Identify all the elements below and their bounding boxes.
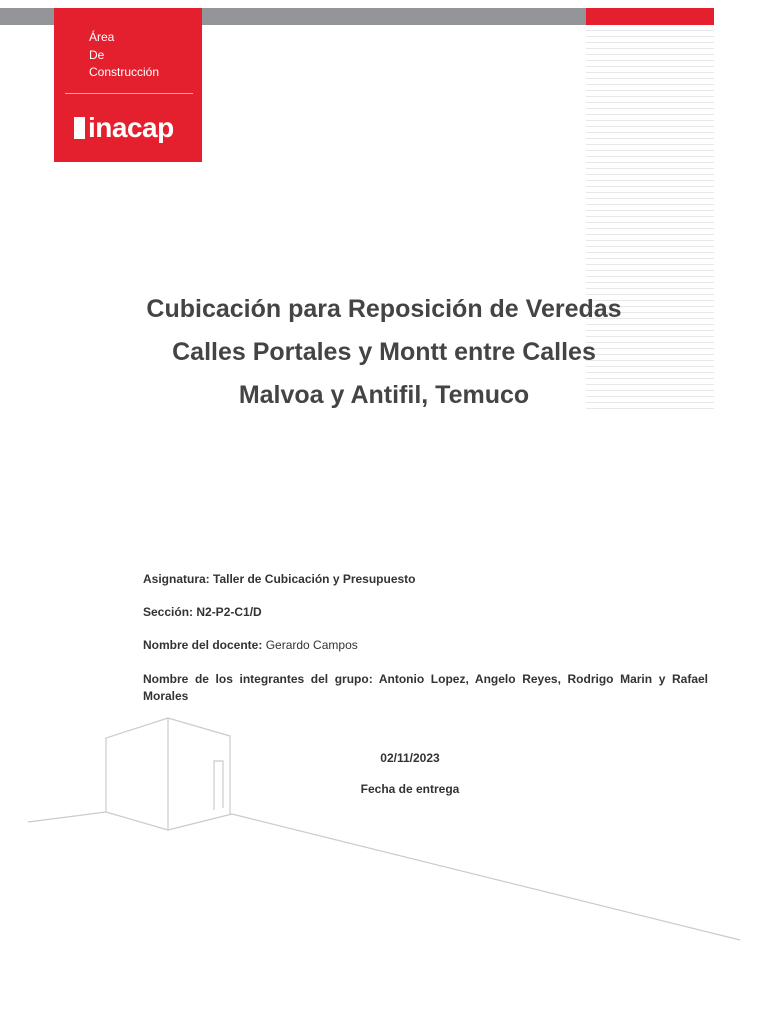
asignatura-text: Asignatura: Taller de Cubicación y Presupuesto [143, 572, 416, 586]
area-line-2: De [89, 47, 105, 62]
docente [143, 638, 708, 652]
header-band-left [0, 8, 54, 25]
area-line-1: Área [89, 30, 115, 44]
building-sketch [0, 700, 768, 960]
delivery-date: 02/11/2023 [380, 751, 440, 765]
document-title [90, 288, 678, 417]
title-line-2: Calles Portales y Montt entre Calles [172, 338, 596, 366]
seccion [143, 605, 708, 619]
title-line-3: Malvoa y Antifil, Temuco [238, 381, 530, 409]
brand-block [54, 8, 202, 162]
title-line-1: Cubicación para Reposición de Veredas [146, 295, 622, 323]
area-label [89, 29, 159, 82]
seccion-text: Sección: N2-P2-C1/D [143, 605, 262, 619]
integrantes-text: Nombre de los integrantes del grupo: Antonio Lopez, Angelo Reyes, Rodrigo Marin y Rafael Morales [143, 672, 708, 703]
ground-line-box-side [168, 814, 232, 830]
door-outline [214, 761, 223, 810]
header-band-right [586, 8, 714, 25]
asignatura [143, 572, 708, 586]
brand-divider [65, 93, 193, 94]
brand-logo [74, 105, 174, 145]
brand-wordmark: inacap [88, 112, 174, 143]
delivery-caption: Fecha de entrega [360, 782, 460, 796]
ground-line-box-front [106, 812, 168, 830]
ground-line-perspective [232, 814, 740, 940]
logo-square-icon [74, 117, 85, 139]
area-line-3: Construcción [89, 65, 160, 79]
ground-line-left [28, 812, 106, 822]
docente-value: Gerardo Campos [265, 638, 358, 652]
docente-label: Nombre del docente: [143, 638, 263, 652]
header-band-middle [202, 8, 586, 25]
